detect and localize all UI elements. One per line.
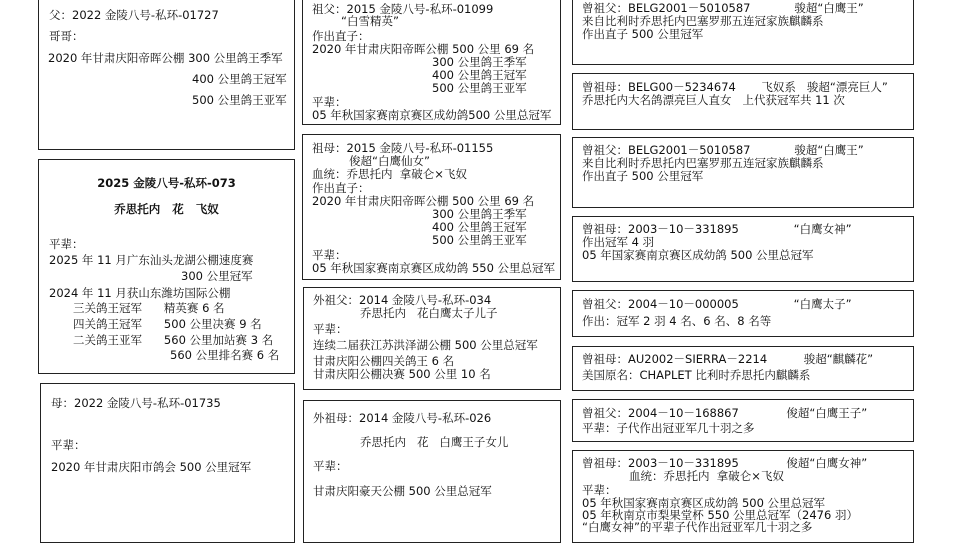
great-grandparent-line: 曾祖母：2003－10－331895 “白鹰女神” — [582, 222, 852, 236]
subject-result: 300 公里冠军 — [181, 269, 253, 283]
paternal-grandfather-offspring: 400 公里鸽王冠军 — [432, 68, 527, 82]
subject-result: 2025 年 11 月广东汕头龙湖公棚速度赛 — [49, 253, 254, 267]
father-brother-result: 500 公里鸽王亚军 — [192, 93, 287, 107]
paternal-grandfather-offspring: 500 公里鸽王亚军 — [432, 81, 527, 95]
mother-results-label: 平辈： — [51, 438, 86, 452]
paternal-grandfather-name: “白雪精英” — [341, 14, 399, 28]
subject-result: 三关鸽王冠军 精英赛 6 名 — [73, 301, 225, 315]
paternal-grandfather-offspring: 300 公里鸽王季军 — [432, 55, 527, 69]
paternal-grandfather-results-label: 平辈： — [312, 95, 347, 109]
subject-card — [38, 159, 295, 374]
great-grandparent-card-7 — [572, 399, 914, 442]
paternal-grandfather-ring: 祖父：2015 金陵八号-私环-01099 — [312, 2, 494, 16]
subject-result: 二关鸽王亚军 560 公里加站赛 3 名 — [73, 333, 274, 347]
paternal-grandmother-offspring: 400 公里鸽王冠军 — [432, 220, 527, 234]
maternal-grandmother-result: 甘肃庆阳豪天公棚 500 公里总冠军 — [313, 484, 492, 498]
paternal-grandmother-offspring: 2020 年甘肃庆阳帝晖公棚 500 公里 69 名 — [312, 194, 535, 208]
great-grandparent-card-6 — [572, 346, 914, 391]
paternal-grandmother-card — [302, 134, 561, 280]
great-grandparent-line: 曾祖父：BELG2001－5010587 骏超“白鹰王” — [582, 143, 864, 157]
great-grandparent-line: 曾祖父：2004－10－168867 俊超“白鹰王子” — [582, 406, 868, 420]
maternal-grandfather-result: 甘肃庆阳公棚决赛 500 公里 10 名 — [313, 367, 491, 381]
great-grandparent-line: 来自比利时乔思托内巴塞罗那五连冠家族麒麟系 — [582, 14, 824, 28]
paternal-grandfather-result: 05 年秋国家赛南京赛区成幼鸽500 公里总冠军 — [312, 108, 552, 122]
mother-ring-line: 母：2022 金陵八号-私环-01735 — [51, 396, 221, 410]
maternal-grandmother-ring: 外祖母：2014 金陵八号-私环-026 — [313, 411, 492, 425]
paternal-grandmother-offspring-label: 作出直子： — [312, 181, 370, 195]
great-grandparent-line: 作出直子 500 公里冠军 — [582, 169, 704, 183]
father-ring-line: 父：2022 金陵八号-私环-01727 — [49, 8, 219, 22]
great-grandparent-card-2 — [572, 73, 914, 130]
great-grandparent-line: 平辈： — [582, 483, 617, 497]
great-grandparent-card-8 — [572, 450, 914, 543]
maternal-grandmother-card — [303, 400, 561, 543]
great-grandparent-line: 平辈：子代作出冠亚军几十羽之多 — [582, 421, 755, 435]
paternal-grandfather-card — [302, 0, 561, 125]
paternal-grandmother-results-label: 平辈： — [312, 248, 347, 262]
great-grandparent-line: 05 年国家赛南京赛区成幼鸽 500 公里总冠军 — [582, 248, 814, 262]
father-brother-result: 2020 年甘肃庆阳帝晖公棚 300 公里鸽王季军 — [48, 51, 283, 65]
maternal-grandmother-results-label: 平辈： — [313, 459, 348, 473]
paternal-grandmother-ring: 祖母：2015 金陵八号-私环-01155 — [312, 141, 494, 155]
great-grandparent-line: 曾祖母：AU2002－SIERRA－2214 骏超“麒麟花” — [582, 352, 874, 366]
maternal-grandfather-result: 连续二届获江苏洪泽湖公棚 500 公里总冠军 — [313, 338, 538, 352]
paternal-grandfather-offspring-label: 作出直子： — [312, 29, 370, 43]
mother-card — [40, 383, 295, 543]
great-grandparent-line: 05 年秋南京市梨果堂杯 550 公里总冠军（2476 羽） — [582, 508, 858, 522]
paternal-grandmother-result: 05 年秋国家赛南京赛区成幼鸽 550 公里总冠军 — [312, 261, 556, 275]
subject-result: 四关鸽王冠军 500 公里决赛 9 名 — [73, 317, 262, 331]
maternal-grandfather-results-label: 平辈： — [313, 322, 348, 336]
maternal-grandfather-ring: 外祖父：2014 金陵八号-私环-034 — [313, 293, 492, 307]
great-grandparent-card-1 — [572, 0, 914, 65]
great-grandparent-card-4 — [572, 216, 914, 282]
great-grandparent-line: 曾祖母：BELG00－5234674 飞奴系 骏超“漂亮巨人” — [582, 80, 888, 94]
great-grandparent-line: 曾祖父：2004－10－000005 “白鹰太子” — [582, 297, 852, 311]
great-grandparent-line: 曾祖父：BELG2001－5010587 骏超“白鹰王” — [582, 1, 864, 15]
subject-result: 560 公里排名赛 6 名 — [170, 348, 280, 362]
paternal-grandmother-offspring: 500 公里鸽王亚军 — [432, 233, 527, 247]
maternal-grandfather-name: 乔思托内 花白鹰太子儿子 — [360, 306, 498, 320]
paternal-grandmother-blood: 血统：乔思托内 拿破仑×飞奴 — [312, 167, 467, 181]
great-grandparent-line: 作出：冠军 2 羽 4 名、6 名、8 名等 — [582, 314, 772, 328]
paternal-grandmother-offspring: 300 公里鸽王季军 — [432, 207, 527, 221]
great-grandparent-line: 作出直子 500 公里冠军 — [582, 27, 704, 41]
subject-ring-number: 2025 金陵八号-私环-073 — [97, 176, 236, 190]
great-grandparent-card-5 — [572, 290, 914, 337]
paternal-grandmother-name: 俊超“白鹰仙女” — [349, 154, 430, 168]
great-grandparent-line: 乔思托内大名鸽漂亮巨人直女 上代获冠军共 11 次 — [582, 93, 845, 107]
great-grandparent-line: 血统：乔思托内 拿破仑×飞奴 — [629, 469, 784, 483]
great-grandparent-line: 作出冠军 4 羽 — [582, 235, 655, 249]
maternal-grandfather-card — [303, 287, 561, 390]
great-grandparent-line: 美国原名：CHAPLET 比利时乔思托内麒麟系 — [582, 368, 811, 382]
maternal-grandmother-name: 乔思托内 花 白鹰王子女儿 — [360, 435, 509, 449]
great-grandparent-line: 来自比利时乔思托内巴塞罗那五连冠家族麒麟系 — [582, 156, 824, 170]
subject-strain: 乔思托内 花 飞奴 — [114, 202, 219, 216]
father-card — [38, 0, 295, 150]
mother-result: 2020 年甘肃庆阳市鸽会 500 公里冠军 — [51, 460, 252, 474]
subject-result: 2024 年 11 月获山东潍坊国际公棚 — [49, 286, 231, 300]
father-brother-result: 400 公里鸽王冠军 — [192, 72, 287, 86]
maternal-grandfather-result: 甘肃庆阳公棚四关鸽王 6 名 — [313, 354, 455, 368]
paternal-grandfather-offspring: 2020 年甘肃庆阳帝晖公棚 500 公里 69 名 — [312, 42, 535, 56]
father-brother-label: 哥哥： — [49, 29, 84, 43]
great-grandparent-line: 05 年秋国家赛南京赛区成幼鸽 500 公里总冠军 — [582, 496, 826, 510]
great-grandparent-card-3 — [572, 137, 914, 208]
subject-results-label: 平辈： — [49, 237, 84, 251]
great-grandparent-line: 曾祖母：2003－10－331895 俊超“白鹰女神” — [582, 456, 868, 470]
great-grandparent-line: “白鹰女神”的平辈子代作出冠亚军几十羽之多 — [582, 520, 813, 534]
